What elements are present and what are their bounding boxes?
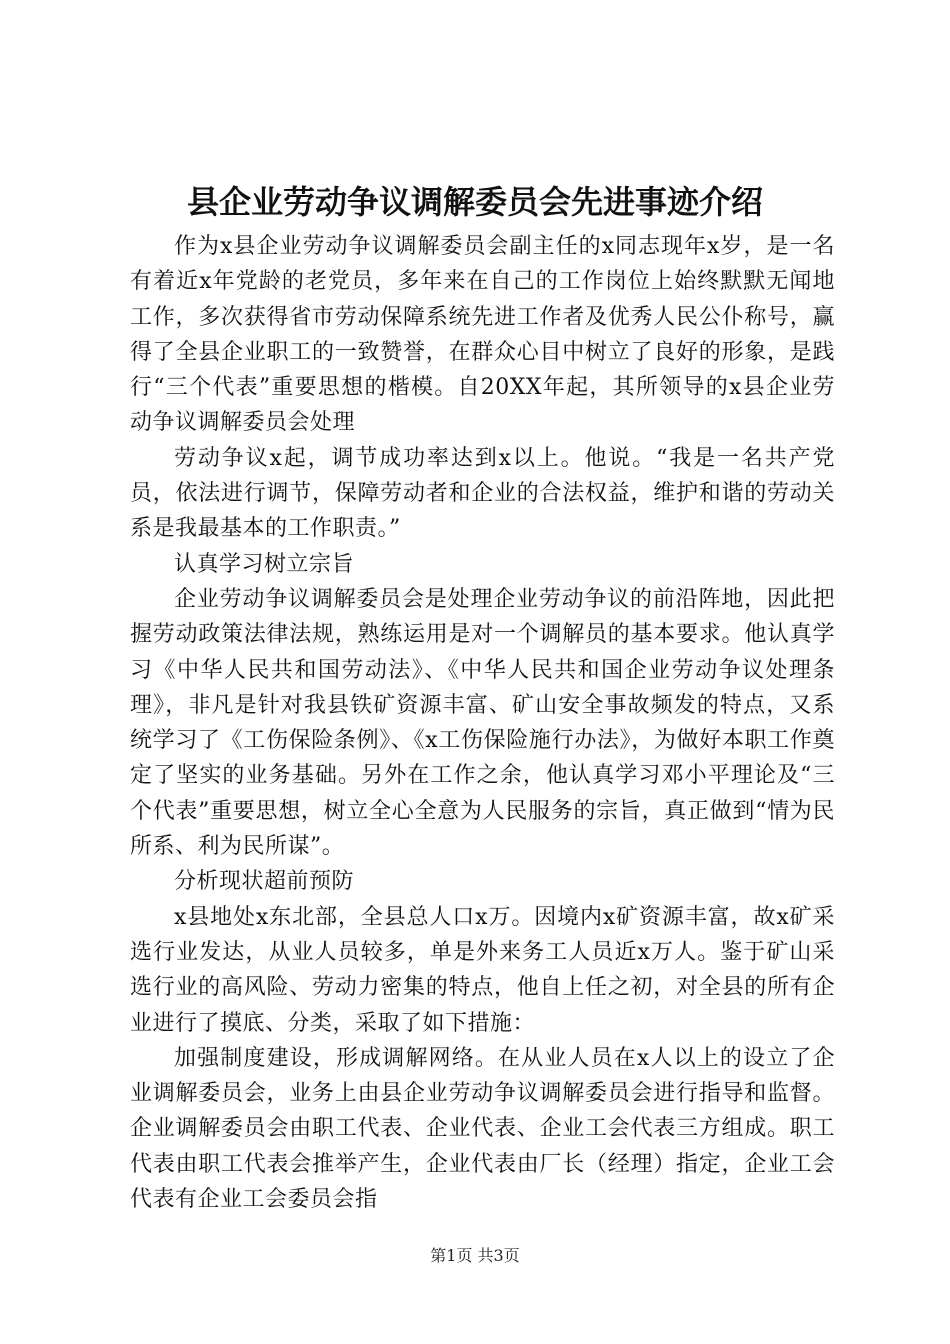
- paragraph-analysis: x县地处x东北部，全县总人口x万。因境内x矿资源丰富，故x矿采选行业发达，从业人员较多，单是外来务工人员近x万人。鉴于矿山采选行业的高风险、劳动力密集的特点，他自上任之初，对全县的所有企业进行了摸底、分类，采取了如下措施：: [130, 904, 835, 1036]
- paragraph-study: 企业劳动争议调解委员会是处理企业劳动争议的前沿阵地，因此把握劳动政策法律法规，熟练运用是对一个调解员的基本要求。他认真学习《中华人民共和国劳动法》、《中华人民共和国企业劳动争议处理条理》，非凡是针对我县铁矿资源丰富、矿山安全事故频发的特点，又系统学习了《工伤保险条例》、《x工伤保险施行办法》，为做好本职工作奠定了坚实的业务基础。另外在工作之余，他认真学习邓小平理论及“三个代表”重要思想，树立全心全意为人民服务的宗旨，真正做到“情为民所系、利为民所谋”。: [130, 586, 835, 860]
- paragraph-measures: 加强制度建设，形成调解网络。在从业人员在x人以上的设立了企业调解委员会，业务上由县企业劳动争议调解委员会进行指导和监督。企业调解委员会由职工代表、企业代表、企业工会代表三方组成。职工代表由职工代表会推举产生，企业代表由厂长（经理）指定，企业工会代表有企业工会委员会指: [130, 1045, 835, 1213]
- document-title: 县企业劳动争议调解委员会先进事迹介绍: [186, 183, 763, 221]
- paragraph-quote: 劳动争议x起，调节成功率达到x以上。他说。“我是一名共产党员，依法进行调节，保障劳动者和企业的合法权益，维护和谐的劳动关系是我最基本的工作职责。”: [130, 445, 835, 542]
- paragraph-intro: 作为x县企业劳动争议调解委员会副主任的x同志现年x岁，是一名有着近x年党龄的老党员，多年来在自己的工作岗位上始终默默无闻地工作，多次获得省市劳动保障系统先进工作者及优秀人民公仆称号，赢得了全县企业职工的一致赞誉，在群众心目中树立了良好的形象，是践行“三个代表”重要思想的楷模。自20XX年起，其所领导的x县企业劳动争议调解委员会处理: [130, 234, 835, 436]
- document-body: [130, 229, 835, 1217]
- section-heading-study: 认真学习树立宗旨: [174, 551, 355, 577]
- page-number-footer: 第1页 共3页: [430, 1246, 520, 1265]
- section-heading-analysis: 分析现状超前预防: [174, 869, 355, 895]
